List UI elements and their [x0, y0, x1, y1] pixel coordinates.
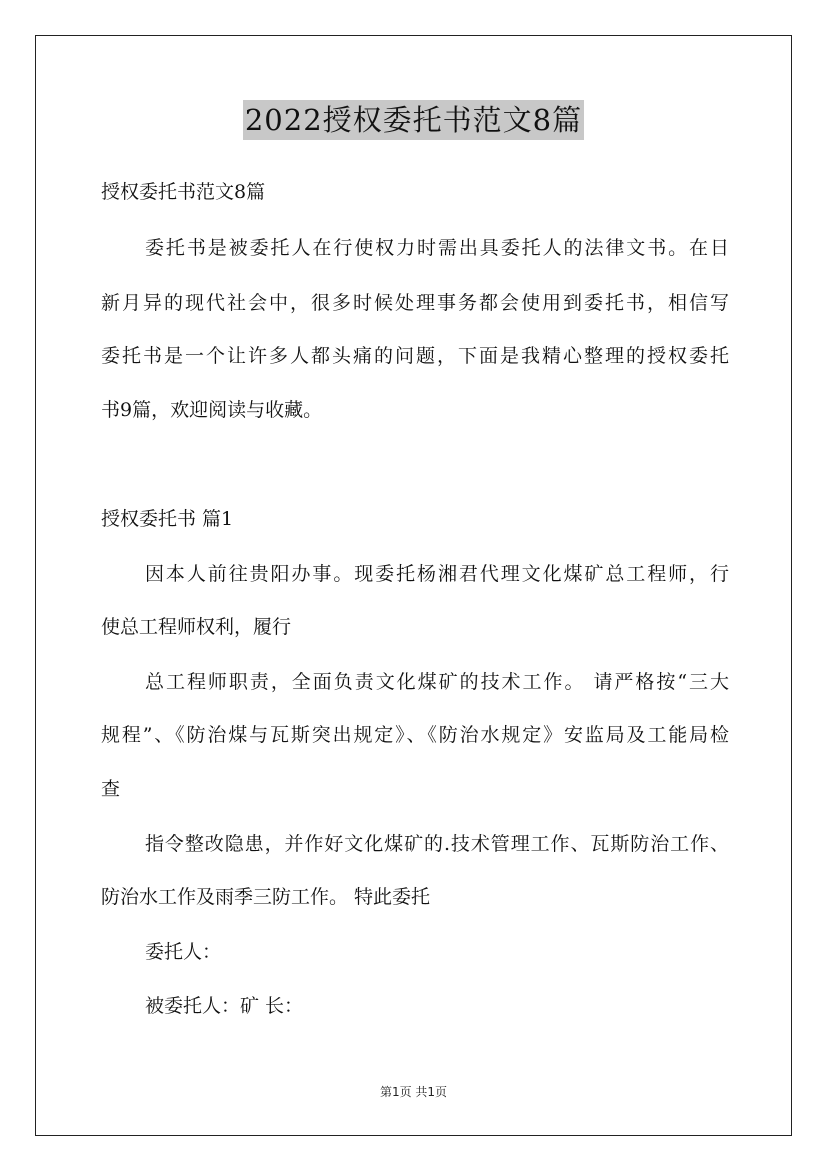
title-container [0, 100, 827, 140]
document-subtitle: 授权委托书范文8篇 [101, 181, 266, 203]
document-title: 2022授权委托书范文8篇 [243, 100, 584, 140]
intro-line: 委托书是被委托人在行使权力时需出具委托人的法律文书。在日 [145, 237, 729, 259]
body-line: 总工程师职责，全面负责文化煤矿的技术工作。 请严格按“三大 [145, 671, 729, 693]
body-line: 因本人前往贵阳办事。现委托杨湘君代理文化煤矿总工程师，行 [145, 563, 729, 585]
intro-line: 书9篇，欢迎阅读与收藏。 [101, 399, 323, 421]
intro-line: 新月异的现代社会中，很多时候处理事务都会使用到委托书，相信写 [101, 292, 729, 314]
intro-line: 委托书是一个让许多人都头痛的问题，下面是我精心整理的授权委托 [101, 345, 729, 367]
body-line: 防治水工作及雨季三防工作。 特此委托 [101, 886, 431, 908]
body-line: 使总工程师权利，履行 [101, 616, 292, 638]
page-footer: 第1页 共1页 [379, 1085, 448, 1099]
body-line: 被委托人：矿 长： [145, 995, 304, 1017]
body-line: 查 [101, 778, 121, 800]
body-line: 规程”、《防治煤与瓦斯突出规定》、《防治水规定》安监局及工能局检 [101, 724, 729, 746]
section-heading: 授权委托书 篇1 [101, 508, 234, 530]
body-line: 指令整改隐患，并作好文化煤矿的.技术管理工作、瓦斯防治工作、 [145, 833, 729, 855]
body-line: 委托人： [145, 941, 222, 963]
